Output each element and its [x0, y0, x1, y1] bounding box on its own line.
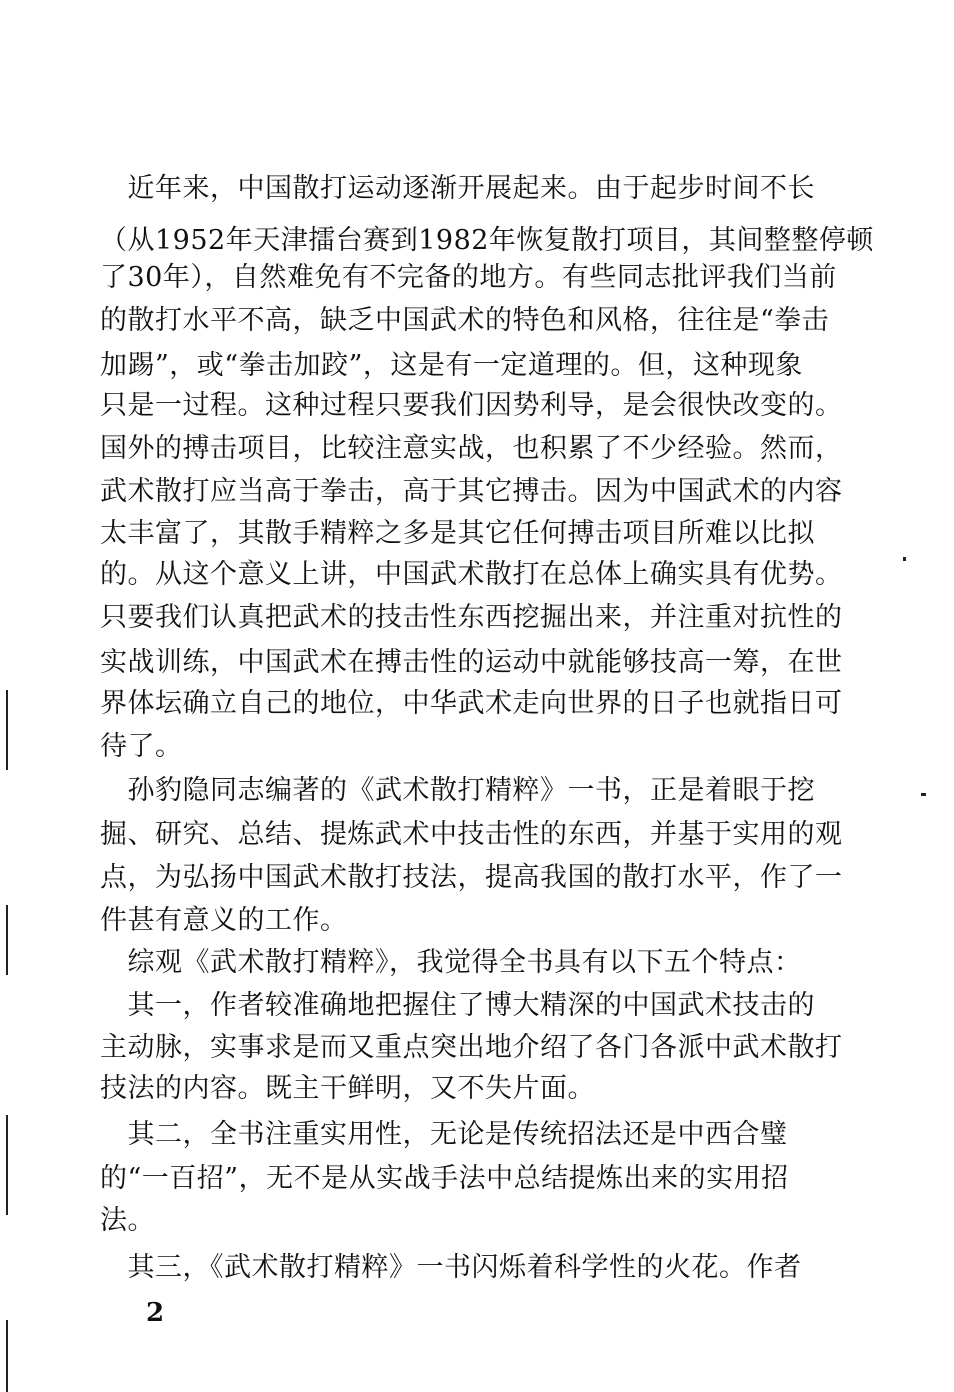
text-line: 加踢”，或“拳击加跤”，这是有一定道理的。但，这种现象 [100, 350, 803, 381]
text-line: 孙豹隐同志编著的《武术散打精粹》一书，正是着眼于挖 [100, 775, 815, 806]
text-line: 只要我们认真把武术的技击性东西挖掘出来，并注重对抗性的 [100, 602, 843, 633]
scan-dot-right-1 [903, 557, 906, 561]
text-line: 界体坛确立自己的地位，中华武术走向世界的日子也就指日可 [100, 688, 843, 719]
page-number: 2 [146, 1298, 165, 1328]
text-line: 技法的内容。既主干鲜明，又不失片面。 [100, 1073, 595, 1104]
text-line: 法。 [100, 1205, 155, 1236]
text-line: 掘、研究、总结、提炼武术中技击性的东西，并基于实用的观 [100, 819, 843, 850]
scan-dot-right-2 [921, 793, 926, 796]
text-line: 的散打水平不高，缺乏中国武术的特色和风格，往往是“拳击 [100, 305, 830, 336]
text-line: 主动脉，实事求是而又重点突出地介绍了各门各派中武术散打 [100, 1032, 843, 1063]
text-line: 点，为弘扬中国武术散打技法，提高我国的散打水平，作了一 [100, 862, 843, 893]
scan-mark-left-1 [6, 690, 8, 770]
text-line: 武术散打应当高于拳击，高于其它搏击。因为中国武术的内容 [100, 476, 843, 507]
text-line: 国外的搏击项目，比较注意实战，也积累了不少经验。然而， [100, 433, 843, 464]
scan-mark-left-3 [6, 1115, 8, 1215]
text-line: 的“一百招”，无不是从实战手法中总结提炼出来的实用招 [100, 1163, 789, 1194]
text-line: 件甚有意义的工作。 [100, 905, 348, 936]
text-line: 近年来，中国散打运动逐渐开展起来。由于起步时间不长 [100, 173, 815, 204]
scan-mark-left-4 [6, 1320, 8, 1392]
text-line: 其三，《武术散打精粹》一书闪烁着科学性的火花。作者 [100, 1252, 802, 1283]
text-line: 待了。 [100, 731, 183, 762]
text-line: 综观《武术散打精粹》，我觉得全书具有以下五个特点： [100, 947, 802, 978]
scan-mark-left-2 [6, 905, 8, 975]
text-line: 太丰富了，其散手精粹之多是其它任何搏击项目所难以比拟 [100, 518, 815, 549]
text-line: （从1952年天津擂台赛到1982年恢复散打项目，其间整整停顿 [100, 225, 874, 256]
text-line: 只是一过程。这种过程只要我们因势利导，是会很快改变的。 [100, 390, 843, 421]
text-line: 实战训练，中国武术在搏击性的运动中就能够技高一筹，在世 [100, 647, 843, 678]
text-line: 其一，作者较准确地把握住了博大精深的中国武术技击的 [100, 990, 815, 1021]
text-line: 其二，全书注重实用性，无论是传统招法还是中西合璧 [100, 1119, 788, 1150]
text-line: 的。从这个意义上讲，中国武术散打在总体上确实具有优势。 [100, 559, 843, 590]
text-line: 了30年），自然难免有不完备的地方。有些同志批评我们当前 [100, 262, 837, 293]
